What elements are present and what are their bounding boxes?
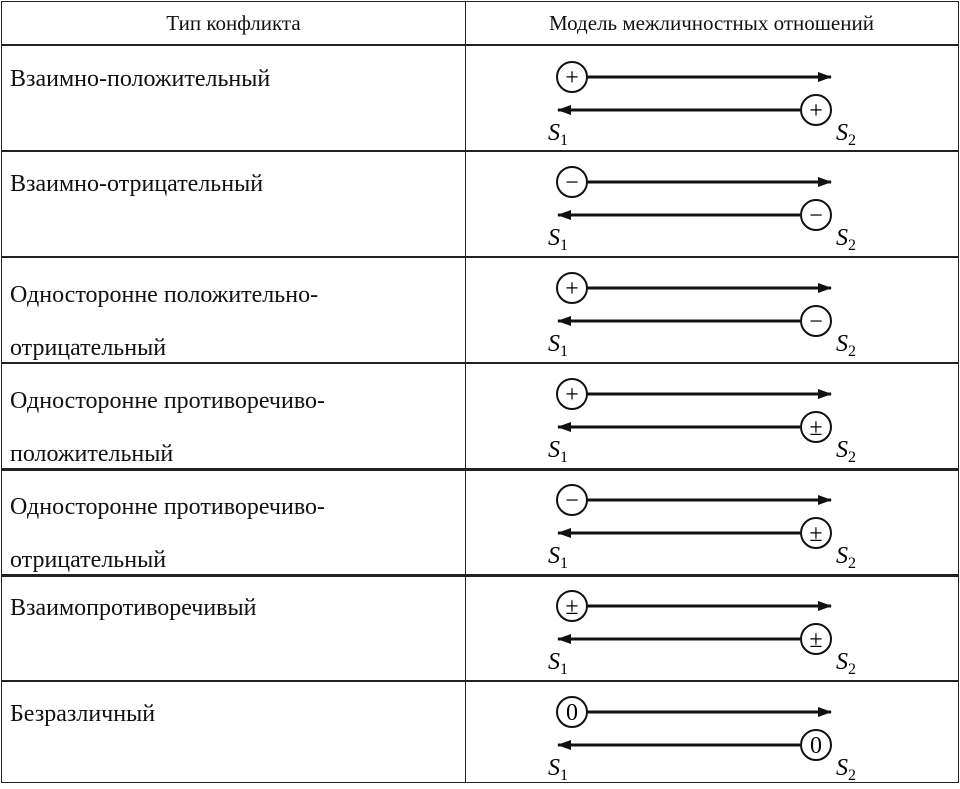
subject-label-s2: $S_2$ bbox=[836, 120, 856, 149]
sign-symbol: ± bbox=[809, 521, 823, 547]
header-model-column: Модель межличностных отношений bbox=[549, 10, 874, 35]
conflict-type-text: Взаимно-положительный bbox=[10, 66, 271, 92]
subject-label-s1: $S_1$ bbox=[548, 437, 568, 466]
conflict-type-cell bbox=[10, 482, 455, 588]
table-row bbox=[2, 150, 958, 256]
sign-symbol: + bbox=[809, 98, 823, 124]
subject-label-s2: $S_2$ bbox=[836, 755, 856, 784]
bottom-sign-circle bbox=[801, 306, 831, 336]
relationship-model-cell bbox=[466, 574, 958, 680]
relationship-diagram bbox=[466, 150, 958, 256]
sign-symbol: − bbox=[809, 309, 823, 335]
bottom-sign-circle bbox=[801, 730, 831, 760]
conflict-type-text: Взаимопротиворечивый bbox=[10, 595, 257, 621]
top-sign-circle bbox=[557, 591, 587, 621]
subject-label-s2: $S_2$ bbox=[836, 543, 856, 572]
subject-label-s2: $S_2$ bbox=[836, 437, 856, 466]
header-type-column: Тип конфликта bbox=[166, 10, 301, 35]
table-row bbox=[2, 468, 958, 574]
relationship-model-cell bbox=[466, 256, 958, 362]
bottom-sign-circle bbox=[801, 624, 831, 654]
relationship-model-cell bbox=[466, 468, 958, 574]
sign-symbol: 0 bbox=[810, 733, 822, 759]
sign-symbol: + bbox=[565, 65, 579, 91]
relationship-diagram bbox=[466, 45, 958, 150]
conflict-type-cell bbox=[10, 59, 455, 91]
conflict-type-text: отрицательный bbox=[10, 547, 167, 573]
table-row bbox=[2, 680, 958, 784]
relationship-diagram bbox=[466, 362, 958, 468]
sign-symbol: + bbox=[565, 276, 579, 302]
top-sign-circle bbox=[557, 62, 587, 92]
sign-symbol: − bbox=[565, 170, 579, 196]
conflict-type-cell bbox=[10, 164, 455, 196]
relationship-diagram bbox=[466, 574, 958, 680]
bottom-sign-circle bbox=[801, 200, 831, 230]
subject-label-s2: $S_2$ bbox=[836, 331, 856, 360]
conflict-type-cell bbox=[10, 376, 455, 482]
conflict-type-text: Односторонне положительно- bbox=[10, 282, 319, 308]
bottom-sign-circle bbox=[801, 412, 831, 442]
conflict-type-text: положительный bbox=[10, 441, 174, 467]
table-row bbox=[2, 362, 958, 468]
relationship-model-cell bbox=[466, 150, 958, 256]
sign-symbol: + bbox=[565, 382, 579, 408]
conflict-type-text: отрицательный bbox=[10, 335, 167, 361]
relationship-diagram bbox=[466, 680, 958, 784]
table-row bbox=[2, 256, 958, 362]
conflict-type-cell bbox=[10, 694, 455, 726]
sign-symbol: ± bbox=[809, 627, 823, 653]
relationship-diagram bbox=[466, 256, 958, 362]
subject-label-s1: $S_1$ bbox=[548, 755, 568, 784]
table-header bbox=[2, 2, 958, 46]
subject-label-s1: $S_1$ bbox=[548, 649, 568, 678]
conflict-type-text: Безразличный bbox=[10, 701, 156, 727]
table-row bbox=[2, 45, 958, 150]
conflict-type-text: Взаимно-отрицательный bbox=[10, 171, 264, 197]
top-sign-circle bbox=[557, 379, 587, 409]
subject-label-s1: $S_1$ bbox=[548, 120, 568, 149]
subject-label-s1: $S_1$ bbox=[548, 331, 568, 360]
conflict-type-cell bbox=[10, 270, 455, 376]
conflict-types-table bbox=[1, 1, 959, 783]
subject-label-s1: $S_1$ bbox=[548, 225, 568, 254]
subject-label-s1: $S_1$ bbox=[548, 543, 568, 572]
relationship-model-cell bbox=[466, 680, 958, 784]
conflict-type-text: Односторонне противоречиво- bbox=[10, 388, 325, 414]
top-sign-circle bbox=[557, 273, 587, 303]
top-sign-circle bbox=[557, 485, 587, 515]
subject-label-s2: $S_2$ bbox=[836, 225, 856, 254]
bottom-sign-circle bbox=[801, 518, 831, 548]
sign-symbol: − bbox=[809, 203, 823, 229]
sign-symbol: − bbox=[565, 488, 579, 514]
bottom-sign-circle bbox=[801, 95, 831, 125]
relationship-diagram bbox=[466, 468, 958, 574]
top-sign-circle bbox=[557, 167, 587, 197]
sign-symbol: ± bbox=[809, 415, 823, 441]
conflict-type-text: Односторонне противоречиво- bbox=[10, 494, 325, 520]
top-sign-circle bbox=[557, 697, 587, 727]
subject-label-s2: $S_2$ bbox=[836, 649, 856, 678]
sign-symbol: 0 bbox=[566, 700, 578, 726]
conflict-type-cell bbox=[10, 588, 455, 620]
sign-symbol: ± bbox=[565, 594, 579, 620]
relationship-model-cell bbox=[466, 362, 958, 468]
relationship-model-cell bbox=[466, 45, 958, 150]
table-row bbox=[2, 574, 958, 680]
